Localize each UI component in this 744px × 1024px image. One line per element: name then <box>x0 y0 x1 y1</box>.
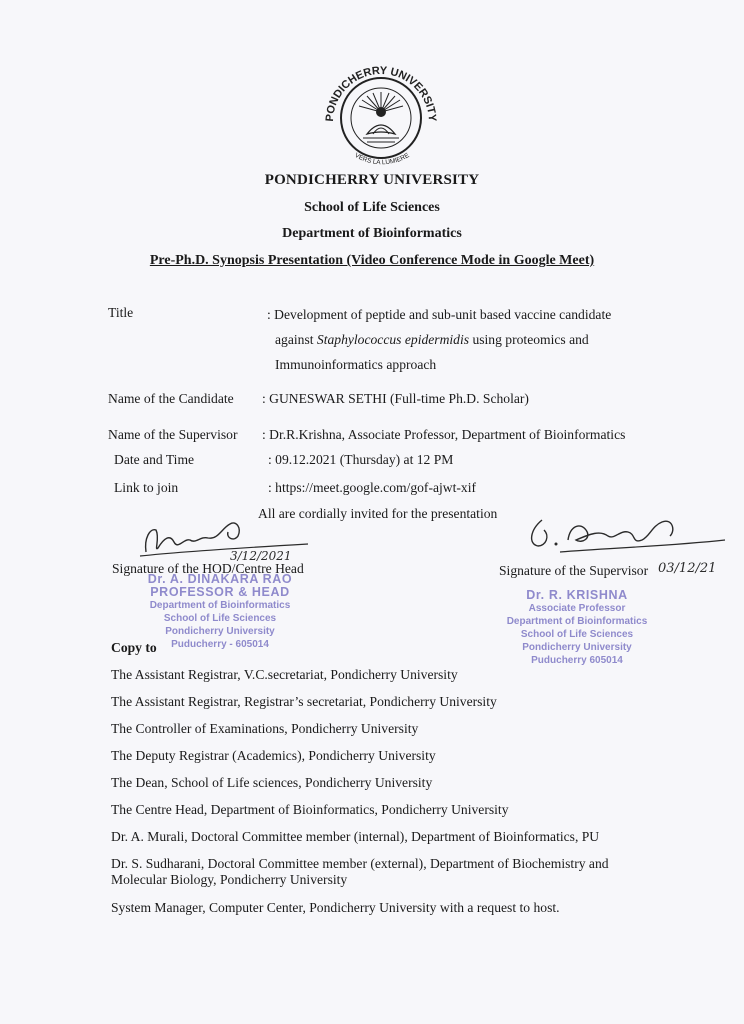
copy-item: The Dean, School of Life sciences, Pondicherry University <box>111 775 433 790</box>
copy-item-continued: Molecular Biology, Pondicherry University <box>111 872 348 887</box>
supervisor-value: : Dr.R.Krishna, Associate Professor, Department of Bioinformatics <box>262 427 626 442</box>
species-name: Staphylococcus epidermidis <box>316 332 470 347</box>
date-label: Date and Time <box>114 452 195 467</box>
title-line-3: Immunoinformatics approach <box>275 357 437 372</box>
svg-text:03/12/21: 03/12/21 <box>658 561 717 576</box>
school-name: School of Life Sciences <box>304 200 440 215</box>
copy-to-heading: Copy to <box>111 640 157 655</box>
title-line-1: : Development of peptide and sub-unit based vaccine candidate <box>267 307 612 322</box>
link-label: Link to join <box>114 480 179 495</box>
university-name: PONDICHERRY UNIVERSITY <box>264 172 480 188</box>
supervisor-signature-label: Signature of the Supervisor <box>499 563 649 578</box>
university-seal-logo <box>315 52 447 168</box>
copy-item: Dr. A. Murali, Doctoral Committee member (internal), Department of Bioinformatics, PU <box>111 829 600 844</box>
copy-item: System Manager, Computer Center, Pondicherry University with a request to host. <box>111 900 560 915</box>
copy-item: Dr. S. Sudharani, Doctoral Committee member (external), Department of Biochemistry and <box>111 856 609 871</box>
candidate-value: : GUNESWAR SETHI (Full-time Ph.D. Scholar) <box>262 391 529 406</box>
link-value[interactable]: : https://meet.google.com/gof-ajwt-xif <box>268 480 477 495</box>
event-title: Pre-Ph.D. Synopsis Presentation (Video Conference Mode in Google Meet) <box>149 253 595 268</box>
copy-item: The Centre Head, Department of Bioinformatics, Pondicherry University <box>111 802 509 817</box>
svg-text:PONDICHERRY UNIVERSITY: PONDICHERRY UNIVERSITY <box>323 64 439 122</box>
department-name: Department of Bioinformatics <box>282 226 462 241</box>
copy-item: The Assistant Registrar, V.C.secretariat, Pondicherry University <box>111 667 458 682</box>
supervisor-stamp: Dr. R. KRISHNA Associate Professor Department of Bioinformatics School of Life Sciences Pondicherry University Puducherry 605014 <box>506 588 648 666</box>
copy-item: The Controller of Examinations, Pondicherry University <box>111 721 419 736</box>
copy-item: The Assistant Registrar, Registrar’s secretariat, Pondicherry University <box>111 694 497 709</box>
supervisor-label: Name of the Supervisor <box>108 427 238 442</box>
hod-signature-label: Signature of the HOD/Centre Head <box>112 561 304 576</box>
copy-item: The Deputy Registrar (Academics), Pondicherry University <box>111 748 436 763</box>
invite-text: All are cordially invited for the presentation <box>258 506 498 521</box>
date-value: : 09.12.2021 (Thursday) at 12 PM <box>268 452 454 467</box>
svg-text:VERS LA LUMIERE: VERS LA LUMIERE <box>353 151 411 167</box>
candidate-label: Name of the Candidate <box>108 391 234 406</box>
title-label: Title <box>108 305 134 320</box>
svg-text:3/12/2021: 3/12/2021 <box>230 549 292 563</box>
hod-stamp: Dr. A. DINAKARA RAO PROFESSOR & HEAD Department of Bioinformatics School of Life Sciences Pondicherry University Puducherry - 605014 <box>147 572 293 650</box>
title-line-2: against Staphylococcus epidermidis using proteomics and <box>275 332 589 347</box>
